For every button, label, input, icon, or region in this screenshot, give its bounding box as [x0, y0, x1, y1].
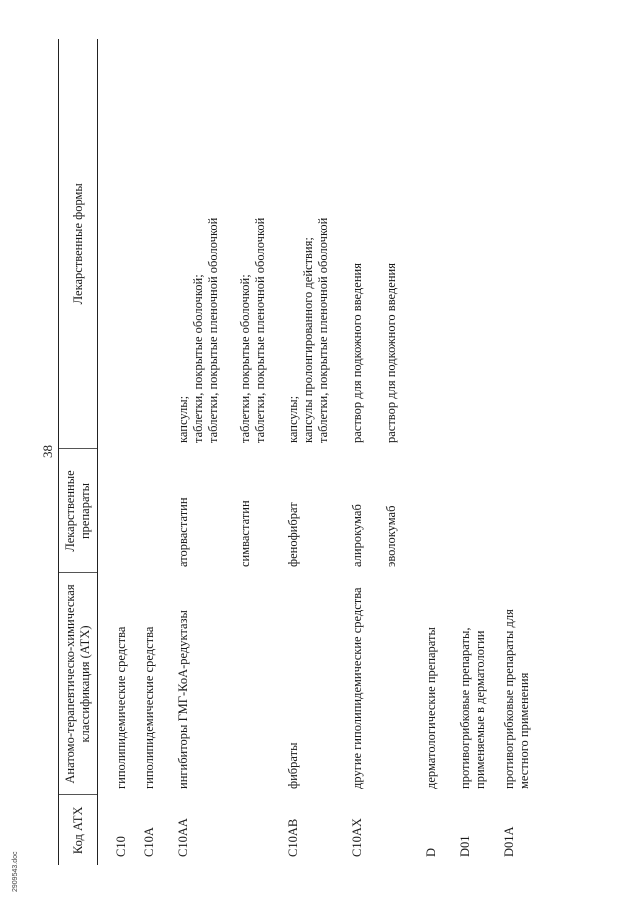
page-number: 38 [40, 445, 55, 458]
atc-classification: дерматологические препараты [423, 627, 438, 789]
drug-name: эволокумаб [383, 505, 398, 567]
table-row [448, 39, 492, 865]
header-atc-code: Код АТХ [59, 795, 98, 865]
rotated-content [0, 40, 640, 905]
atc-code: D01A [501, 826, 516, 857]
table-row [276, 39, 340, 865]
atc-code: C10AX [349, 818, 364, 857]
table-row [166, 39, 228, 865]
drug-name: симвастатин [237, 500, 252, 567]
drug-name [448, 449, 492, 573]
table-row [414, 39, 448, 865]
drug-name [492, 449, 536, 573]
table-row [98, 39, 132, 865]
atc-code [374, 795, 414, 865]
drug-name: аторвастатин [175, 497, 190, 567]
dosage-forms: раствор для подкожного введения [349, 263, 364, 443]
drug-name: фенофибрат [285, 502, 300, 567]
atc-classification: гиполипидемические средства [141, 626, 156, 789]
atc-classification [228, 573, 276, 795]
header-dosage-forms: Лекарственные формы [59, 39, 98, 449]
atc-code: C10AB [285, 818, 300, 857]
atc-code: C10A [141, 827, 156, 857]
atc-code [228, 795, 276, 865]
atc-classification: фибраты [285, 742, 300, 789]
dosage-forms [414, 39, 448, 449]
atc-classification: противогрибковые препараты для местного применения [501, 609, 531, 789]
dosage-forms: раствор для подкожного введения [383, 263, 398, 443]
atc-classification: другие гиполипидемические средства [349, 587, 364, 789]
table-row [228, 39, 276, 865]
table-row [340, 39, 374, 865]
atc-classification [374, 573, 414, 795]
atc-classification: противогрибковые препараты, применяемые в дерматологии [457, 627, 487, 789]
atc-drug-table [58, 39, 536, 865]
atc-code: D01 [457, 835, 472, 857]
dosage-forms [98, 39, 132, 449]
document-file-id: 2909543.doc [12, 851, 19, 892]
atc-classification: гиполипидемические средства [114, 626, 128, 789]
header-atc-classification: Анатомо-терапевтическо-химическая классификация (АТХ) [59, 573, 98, 795]
atc-code: D [423, 847, 438, 857]
atc-code: C10AA [175, 818, 190, 857]
dosage-forms: капсулы; таблетки, покрытые оболочкой; таблетки, покрытые пленочной оболочкой [175, 217, 220, 443]
dosage-forms [492, 39, 536, 449]
dosage-forms: капсулы; капсулы пролонгированного действия; таблетки, покрытые пленочной оболочкой [285, 217, 330, 443]
dosage-forms: таблетки, покрытые оболочкой; таблетки, покрытые пленочной оболочкой [237, 217, 267, 443]
dosage-forms [448, 39, 492, 449]
table-row [132, 39, 166, 865]
drug-name [132, 449, 166, 573]
table-row [374, 39, 414, 865]
drug-name: алирокумаб [349, 504, 364, 567]
atc-code: C10 [114, 836, 128, 857]
atc-classification: ингибиторы ГМГ-КоА-редуктазы [175, 610, 190, 789]
header-drugs: Лекарственные препараты [59, 449, 98, 573]
table-row [492, 39, 536, 865]
drug-name [98, 449, 132, 573]
drug-name [414, 449, 448, 573]
table-header-row [59, 39, 98, 865]
dosage-forms [132, 39, 166, 449]
